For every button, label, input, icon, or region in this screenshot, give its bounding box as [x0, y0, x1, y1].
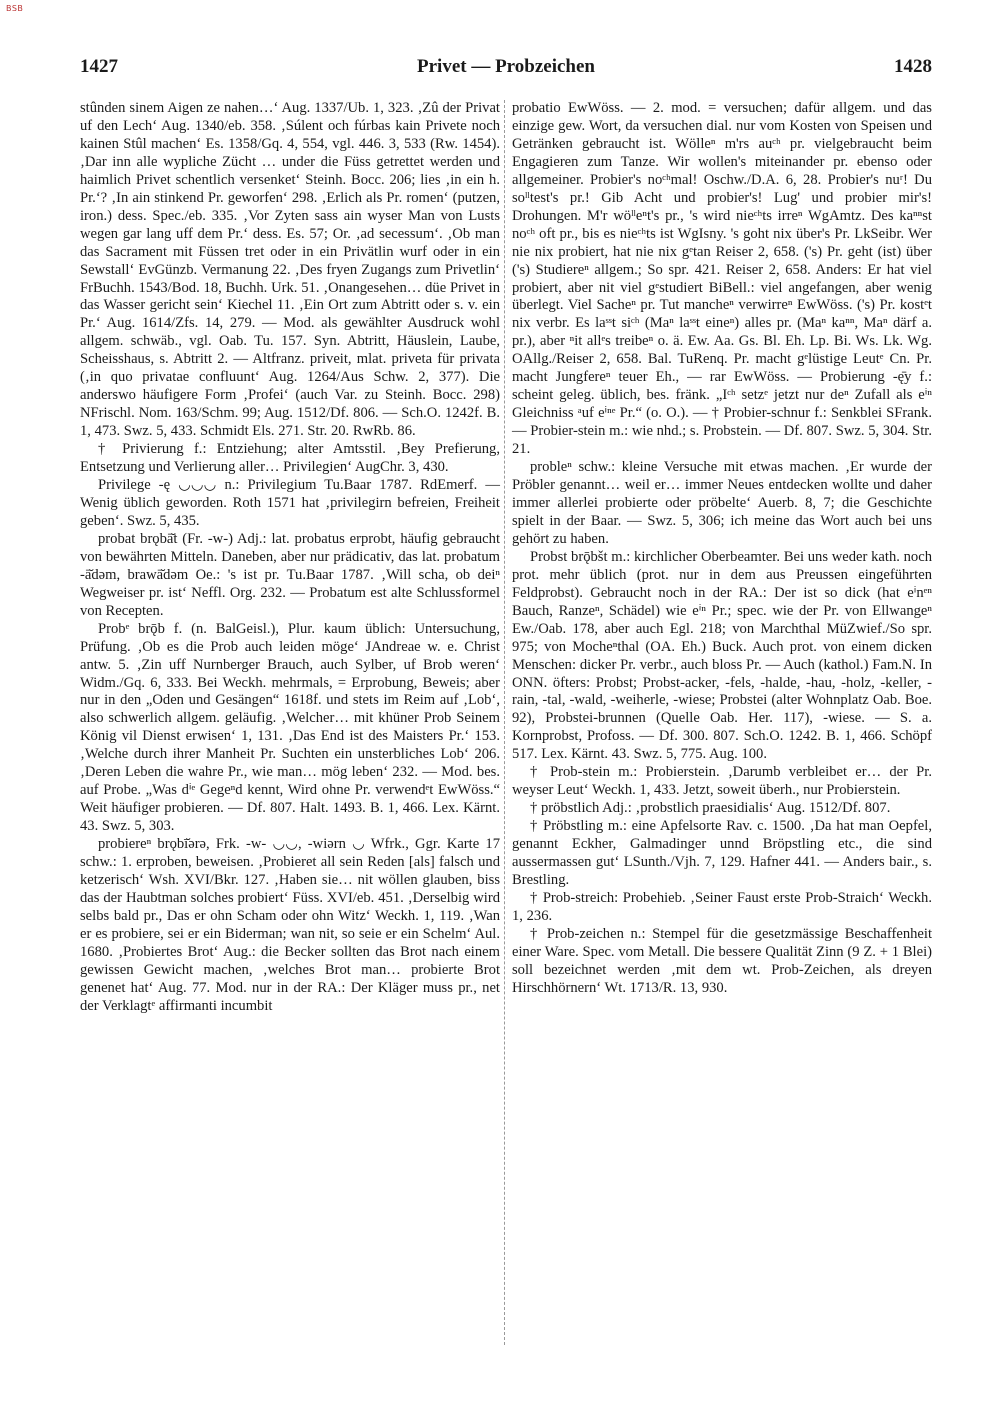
left-column — [80, 100, 500, 1016]
library-stamp: BSB — [6, 4, 24, 13]
entry-privilege: Privilege -ę ◡◡◡ n.: Privilegium Tu.Baar 1787. RdEmerf. — Wenig üblich geworden. Roth 1571 hat ‚privilegirn befreien, Freiheit geben‘. Swz. 5, 435. — [80, 477, 500, 529]
right-column — [512, 100, 932, 998]
entry-prob-stein: † Prob-stein m.: Probierstein. ‚Darumb verbleibet er… der Pr. weyser Leut‘ Weckh. 1, 433. Jetzt, soweit überh., nur Probierstein. — [512, 764, 932, 799]
page-number-right: 1428 — [894, 56, 932, 77]
entry-probst: Probst brǭbšt m.: kirchlicher Oberbeamter. Bei uns weder kath. noch prot. mehr üblich (prot. nur in dem aus Preussen eingeführten Feldprobst). Gebraucht noch in der RA.: Der ist so dick (hat eⁱnᵉⁿ Bauch, Ranzeⁿ, Schädel) wie eⁱⁿ Pr.; spec. wie der Pr. von Ellwangeⁿ Ew./Oab. 178, aber auch Egl. 218; von Marchthal MüZwief./So spr. 975; von Mocheⁿthal (OA. Eh.) Buck. Auch prot. von einem dicken Menschen: dicker Pr. verbr., auch bloss Pr. — Auch (kathol.) Fam.N. In ONN. öfters: Probst; Probst-acker, -fels, -halde, -hau, -holz, -keller, -rain, -tal, -wald, -weiherle, -wiese; Probstei (alter Wohnplatz Oab. Boe. 92), Probstei-brunnen (Quelle Oab. Her. 117), -wiese. — S. a. Kornprobst, Profoss. — Df. 300. 807. Sch.O. 1242. B. 1, 466. Schöpf 517. Lex. Kärnt. 43. Swz. 5, 775. Aug. 100. — [512, 548, 932, 763]
entry-proebstlich: † pröbstlich Adj.: ‚probstlich praesidialis‘ Aug. 1512/Df. 807. — [530, 800, 891, 817]
page-number-left: 1427 — [80, 56, 118, 77]
entry-privet-continued: stûnden sinem Aigen ze nahen…‘ Aug. 1337/Ub. 1, 323. ‚Zû der Privat uf den Lech‘ Aug. 1340/eb. 358. ‚Súlent och fúrbas kain Privete noch kainen Stûl machen‘ Es. 1358/Gq. 4, 554, vgl. 446. 3, 533 (Rw. 1454). ‚Dar inn alle wypliche Zücht … under die Füss getrettet werden und haimlich Privet schentlich versenket‘ Steinh. Bocc. 206; lies ‚in ein h. Pr.‘? ‚In ain stinkend Pr. geworfen‘ 298. ‚Erlich als Pr. romen‘ (putzen, iron.) dess. Spec./eb. 335. ‚Vor Zyten sass ain wyser Man von Lusts wegen gar lang uff dem Pr.‘ dess. Es. 57; Or. ‚ad secessum‘. ‚Ob man das Sacrament mit Füssen tret oder in ein Privätlin wurf oder in ein Sewstall‘ EvGünzb. Vermanung 22. ‚Des fryen Zugangs zum Privetlin‘ FrBuchh. 1543/Bod. 18, Buchh. Urk. 51. ‚Onangesehen… düe Privet in das Wasser gericht sein‘ Kiechel 11. ‚Ein Ort zum Abtritt oder s. v. ein Pr.‘ Aug. 1614/Zfs. 14, 279. — Mod. als gewählter Ausdruck wohl allgem. schwäb., vgl. Oab. Tu. 157. Syn. Abtritt, Häuslein, Laube, Scheisshaus, s. Abtritt 2. — Altfranz. priveit, mlat. priveta für privata (‚in quo privatae confluunt‘ Aug. 1264/Aus Schw. 2, 377). Die anderswo häufigere Form ‚Profei‘ (auch Var. zu Steinh. Bocc. 298) NFrischl. Nom. 163/Schm. 99; Aug. 1512/Df. 806. — Sch.O. 1242f. B. 1, 473. Swz. 5, 433. Schmidt Els. 271. Str. 20. RwRb. 86. — [80, 100, 500, 440]
entry-probeln: probleⁿ schw.: kleine Versuche mit etwas machen. ‚Er wurde der Pröbler genannt… weil er… immer Neues entdecken wollte und daher immer allerlei probierte oder pröbelte‘ Auerb. 8, 7; die Geschichte spielt in der Baar. — Swz. 5, 306; ich meine das Wort auch bei uns gehört zu haben. — [512, 459, 932, 547]
column-divider — [504, 100, 505, 1345]
entry-probieren-continued: probatio EwWöss. — 2. mod. = versuchen; dafür allgem. und das einzige gew. Wort, da versuchen dial. nur vom Kosten von Speisen und Getränken gebraucht ist. Wölleⁿ m'rs auᶜʰ pr. vielgebraucht beim Engagieren zum Tanze. Wir wollen's miteinander pr. ebenso oder allgemeiner. Probier's noᶜʰmal! Oschw./D.A. 6, 28. Probier's nuʳ! Du soˡˡtest's pr.! Gib Acht und probier's! Lug' und probier mir's! Drohungen. M'r wöˡˡeⁿt's pr., 's wird nieᶜʰts irreⁿ WgAmtz. Des kaⁿⁿst noᶜʰ oft pr., bis es nieᶜʰts ist WgIsny. 's goht nix über's Pr. LkSeibr. Wer nie nix probiert, hat nie nix gᵉtan Reiser 2, 658. ('s) Pr. geht (ist) über ('s) Studiereⁿ allgem.; So spr. 421. Reiser 2, 658. Anders: Er hat viel probiert, aber nit viel gᵉstudiert BiBell.: viel angefangen, aber wenig überlegt. Viel Sacheⁿ pr. Tut mancheⁿ verwirreⁿ EwWöss. ('s) Pr. kostᵉt nix verbr. Es laˢˢt siᶜʰ (Maⁿ laˢˢt eineⁿ) alles pr. (Maⁿ kaⁿⁿ, Maⁿ därf a. pr.), aber ⁿit allᵉs treibeⁿ o. ä. Ew. Aa. Gs. Bl. Eh. Lp. Bi. Ws. Lk. Wg. OAllg./Reiser 2, 658. Bal. TuRenq. Pr. macht gᵉlüstige Leutᵉ Cn. Pr. macht Jungfereⁿ teuer Eh., — rar EwWöss. — Probierung -ę̄y f.: scheint geleg. üblich, bes. fränk. „Iᶜʰ setzᵉ jetzt nur deⁿ Zufall als eⁱⁿ Gleichniss ᵃuf eⁱⁿᵉ Pr.“ (o. O.). — † Probier-schnur f.: Senkblei SFrank. — Probier-stein m.: wie nhd.; s. Probstein. — Df. 807. Swz. 5, 304. Str. 21. — [512, 100, 932, 458]
entry-probe: Probᵉ brǭb f. (n. BalGeisl.), Plur. kaum üblich: Untersuchung, Prüfung. ‚Ob es die Prob auch leiden möge‘ JAndreae w. e. Christ antw. 5. ‚Zin uff Nurnberger Brauch, auch Sylber, uf Brob weren‘ Widm./Gq. 6, 333. Bei Weckh. mehrmals, = Erprobung, Beweis; aber nur in den „Oden und Gesängen“ 1618f. und stets im Reim auf ‚Lob‘, also schwerlich allgem. geläufig. ‚Welcher… mit khüner Prob Seinem König vil Dienst erwisen‘ 1, 131. ‚Das End ist des Maisters Pr.‘ 153. ‚Welche durch ihrer Manheit Pr. Suchten ein unsterbliches Lob‘ 206. ‚Deren Leben die wahre Pr., wie man… mög leben‘ 232. — Mod. bes. auf Probe. „Was dⁱᵉ Gegeⁿd kennt, Wird ohne Pr. verwendᵉt EwWöss.“ Weit häufiger probieren. — Df. 807. Halt. 1493. B. 1, 466. Lex. Kärnt. 43. Swz. 5, 303. — [80, 620, 500, 835]
page-header — [80, 56, 932, 82]
running-title: Privet — Probzeichen — [417, 56, 595, 77]
entry-probat: probat brǫbā̆t (Fr. -w-) Adj.: lat. probatus erprobt, häufig gebraucht von bewährten Mitteln. Daneben, aber nur prädicativ, das lat. probatum -ā̆dəm, brawā̆dəm Oe.: 's ist pr. Tu.Baar 1787. ‚Will scha, ob deiⁿ Wegweiser pr. ist‘ Neffl. Org. 232. — Probatum est alte Schlussformel von Recepten. — [80, 530, 500, 619]
entry-proebstling: † Pröbstling m.: eine Apfelsorte Rav. c. 1500. ‚Da hat man Oepfel, genannt Eckher, Galmadinger unnd Bröpstling etc., die sind aussermassen gut‘ LSunth./Vjh. 7, 129. Hafner 441. — Anders bair., s. Brestling. — [512, 818, 932, 888]
entry-prob-zeichen: † Prob-zeichen n.: Stempel für die gesetzmässige Beschaffenheit einer Ware. Spec. vom Metall. Die bessere Qualität Zinn (9 Z. + 1 Blei) soll bezeichnet werden ‚mit dem wt. Prob-Zeichen, als dreyen Hirschhörnern‘ Wt. 1713/R. 13, 930. — [512, 925, 932, 996]
entry-privierung: † Privierung f.: Entziehung; alter Amtsstil. ‚Bey Prefierung, Entsetzung und Verlierung aller… Privilegien‘ AugChr. 3, 430. — [80, 441, 500, 476]
entry-probieren: probiereⁿ brǫbī̆ərə, Frk. -w- ◡◡, -wiərn ◡ Wfrk., Ggr. Karte 17 schw.: 1. erproben, beweisen. ‚Probieret all sein Reden [als] falsch und ketzerisch‘ Wsh. XVI/Bkr. 127. ‚Haben sie… nit wöllen glauben, biss das der Haubtman solches probiert‘ Füss. XVI/eb. 451. ‚Derselbig wird selbs bald pr., Das er ohn Scham oder ohn Witz‘ Weckh. 1, 119. ‚Wan er es probiere, sei er ein Biderman; wan nit, so seie er ein Schelm‘ Aul. 1680. ‚Probiertes Brot‘ Aug.: die Becker sollten das Brot nach einem gewissen Gewicht machen, ‚welches Brot man… probierte Brot genenet hat‘ Aug. 77. Mod. nur in der RA.: Der Kläger muss pr., net der Verklagtᵉ affirmanti incumbit — [80, 836, 500, 1014]
entry-prob-streich: † Prob-streich: Probehieb. ‚Seiner Faust erste Prob-Straich‘ Weckh. 1, 236. — [512, 889, 932, 924]
